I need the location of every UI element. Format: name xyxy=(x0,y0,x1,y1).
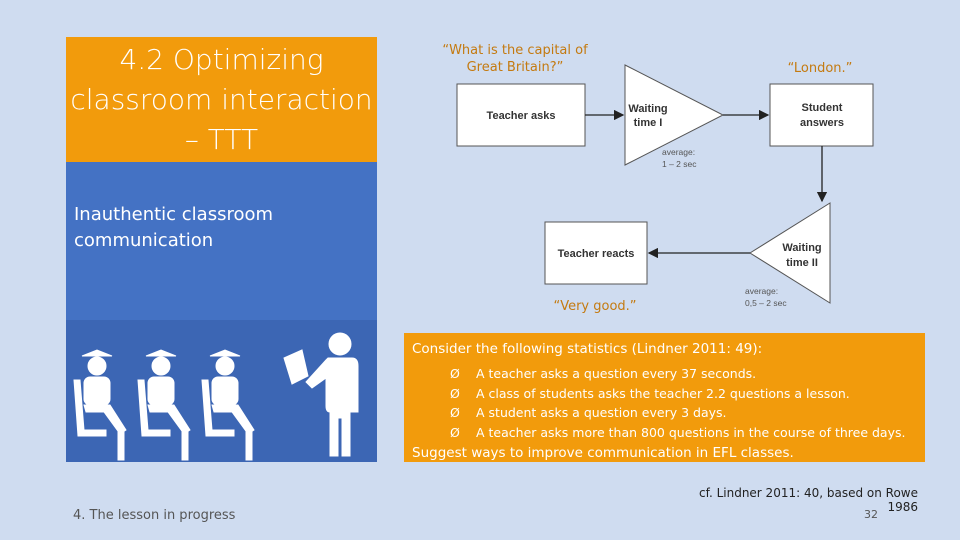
teacher-icon xyxy=(284,333,358,456)
average-2-value: 0,5 – 2 sec xyxy=(745,298,787,308)
waiting-time-1-line1: Waiting xyxy=(628,103,668,115)
student-answers-box xyxy=(770,84,873,146)
slide-title-text: 4.2 Optimizing classroom interaction – TTT xyxy=(70,42,373,156)
quote-question: “What is the capital of Great Britain?” xyxy=(442,43,588,75)
average-2-label: average: xyxy=(745,286,779,296)
arrow-bullet-icon: Ø xyxy=(450,385,460,401)
list-item: Ø A teacher asks a question every 37 seconds. xyxy=(450,364,917,384)
average-1-label: average: xyxy=(662,147,696,157)
list-item: Ø A student asks a question every 3 days. xyxy=(450,403,917,423)
student-answers-line1: Student xyxy=(801,102,843,114)
teacher-reacts-label: Teacher reacts xyxy=(557,248,635,260)
page-number: 32 xyxy=(864,508,878,521)
waiting-time-1-line2: time I xyxy=(633,117,663,129)
slide-title xyxy=(66,37,377,162)
statistics-list xyxy=(412,364,917,442)
student-icon xyxy=(138,350,190,460)
quote-answer: “London.” xyxy=(787,61,853,76)
statistics-closing: Suggest ways to improve communication in EFL classes. xyxy=(412,445,794,461)
interaction-diagram xyxy=(440,30,900,330)
statistics-box xyxy=(404,333,925,462)
flow-chart xyxy=(440,30,900,310)
list-item: Ø A teacher asks more than 800 questions in the course of three days. xyxy=(450,423,917,443)
arrow-bullet-icon: Ø xyxy=(450,424,460,440)
statistics-intro: Consider the following statistics (Lindner 2011: 49): xyxy=(412,341,763,357)
waiting-time-2-line1: Waiting xyxy=(782,242,822,254)
student-icon xyxy=(202,350,254,460)
student-icon xyxy=(74,350,126,460)
teacher-asks-label: Teacher asks xyxy=(486,110,556,122)
waiting-time-2-line2: time II xyxy=(786,257,818,269)
arrow-bullet-icon: Ø xyxy=(450,405,460,420)
slide-subtitle xyxy=(66,162,377,320)
citation: cf. Lindner 2011: 40, based on Rowe 1986 xyxy=(699,486,918,514)
slide-footer: 4. The lesson in progress xyxy=(73,508,236,523)
classroom-pictogram xyxy=(66,320,377,462)
student-answers-line2: answers xyxy=(799,117,845,129)
slide-subtitle-text: Inauthentic classroom communication xyxy=(74,204,274,251)
arrow-bullet-icon: Ø xyxy=(450,366,460,381)
quote-feedback: “Very good.” xyxy=(553,299,637,314)
average-1-value: 1 – 2 sec xyxy=(662,159,697,169)
list-item: Ø A class of students asks the teacher 2.2 questions a lesson. xyxy=(450,384,917,404)
classroom-icon xyxy=(66,320,377,462)
